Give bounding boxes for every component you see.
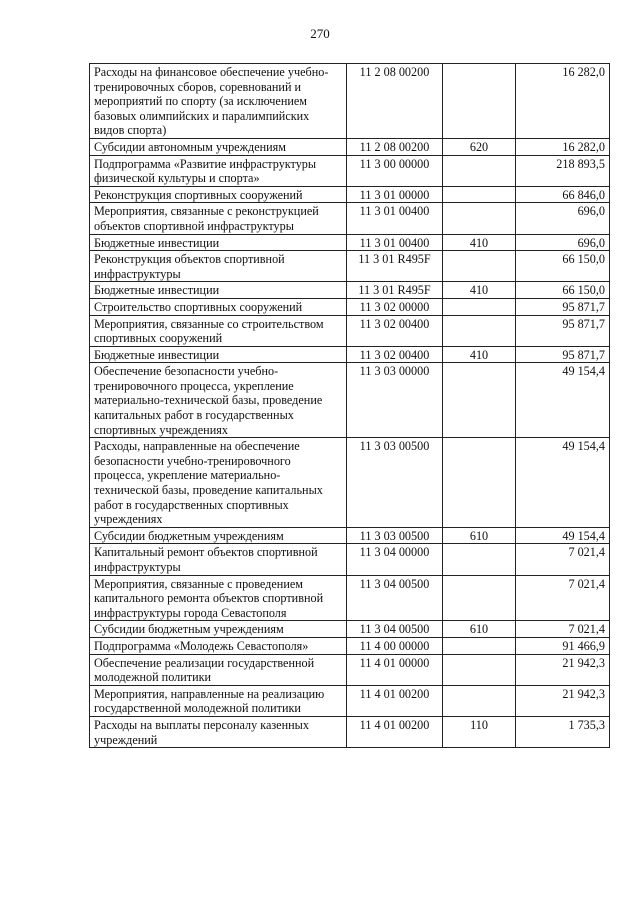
row-name-cell: Подпрограмма «Молодежь Севастополя» [90,637,347,654]
row-sum-cell: 696,0 [516,203,610,234]
row-code-cell: 11 3 04 00500 [347,621,443,638]
page-number: 270 [310,26,330,41]
row-type-cell: 610 [443,621,516,638]
row-name-cell: Субсидии бюджетным учреждениям [90,621,347,638]
row-type-cell [443,298,516,315]
row-code-cell: 11 3 03 00500 [347,527,443,544]
row-name-cell: Бюджетные инвестиции [90,234,347,251]
row-code-cell: 11 3 00 00000 [347,155,443,186]
row-sum-cell: 16 282,0 [516,64,610,139]
row-type-cell [443,685,516,716]
row-sum-cell: 49 154,4 [516,527,610,544]
row-type-cell [443,654,516,685]
row-name-cell: Обеспечение безопасности учебно-тренировочного процесса, укрепление материально-технической базы, проведение капитальных работ в государственных спортивных учреждениях [90,363,347,438]
row-type-cell [443,575,516,621]
row-code-cell: 11 2 08 00200 [347,64,443,139]
row-name-cell: Мероприятия, связанные с проведением капитального ремонта объектов спортивной инфраструктуры города Севастополя [90,575,347,621]
row-sum-cell: 21 942,3 [516,654,610,685]
table-row [90,654,610,685]
row-type-cell [443,438,516,528]
row-sum-cell: 91 466,9 [516,637,610,654]
table-row [90,438,610,528]
row-sum-cell: 1 735,3 [516,716,610,747]
row-code-cell: 11 3 01 00400 [347,203,443,234]
row-sum-cell: 66 150,0 [516,251,610,282]
row-type-cell: 410 [443,346,516,363]
row-sum-cell: 95 871,7 [516,298,610,315]
table-row [90,203,610,234]
table-row [90,346,610,363]
row-sum-cell: 66 150,0 [516,282,610,299]
row-name-cell: Реконструкция объектов спортивной инфраструктуры [90,251,347,282]
table-row [90,637,610,654]
row-type-cell [443,64,516,139]
row-name-cell: Бюджетные инвестиции [90,282,347,299]
table-row [90,251,610,282]
row-code-cell: 11 3 02 00400 [347,315,443,346]
row-sum-cell: 21 942,3 [516,685,610,716]
row-name-cell: Расходы на финансовое обеспечение учебно-тренировочных сборов, соревнований и мероприятий по спорту (за исключением базовых олимпийских и паралимпийских видов спорта) [90,64,347,139]
table-row [90,138,610,155]
row-sum-cell: 66 846,0 [516,186,610,203]
row-sum-cell: 95 871,7 [516,346,610,363]
table-row [90,363,610,438]
row-type-cell [443,155,516,186]
row-name-cell: Расходы на выплаты персоналу казенных учреждений [90,716,347,747]
table-row [90,544,610,575]
budget-table [89,63,610,748]
table-row [90,575,610,621]
row-type-cell [443,637,516,654]
row-name-cell: Расходы, направленные на обеспечение безопасности учебно-тренировочного процесса, укрепление материально-технической базы, проведение капитальных работ в государственных спортивных учреждениях [90,438,347,528]
row-type-cell [443,544,516,575]
row-code-cell: 11 3 04 00000 [347,544,443,575]
row-type-cell [443,363,516,438]
row-code-cell: 11 3 04 00500 [347,575,443,621]
row-name-cell: Мероприятия, связанные со строительством спортивных сооружений [90,315,347,346]
row-type-cell: 410 [443,282,516,299]
table-row [90,155,610,186]
row-sum-cell: 218 893,5 [516,155,610,186]
row-code-cell: 11 3 02 00400 [347,346,443,363]
row-code-cell: 11 4 01 00200 [347,685,443,716]
table-row [90,315,610,346]
table-row [90,621,610,638]
row-name-cell: Подпрограмма «Развитие инфраструктуры физической культуры и спорта» [90,155,347,186]
row-code-cell: 11 4 00 00000 [347,637,443,654]
row-type-cell [443,251,516,282]
row-code-cell: 11 3 01 R495F [347,282,443,299]
row-name-cell: Реконструкция спортивных сооружений [90,186,347,203]
row-code-cell: 11 3 01 R495F [347,251,443,282]
row-name-cell: Субсидии бюджетным учреждениям [90,527,347,544]
row-code-cell: 11 3 01 00400 [347,234,443,251]
row-sum-cell: 7 021,4 [516,544,610,575]
row-code-cell: 11 3 03 00500 [347,438,443,528]
row-type-cell: 620 [443,138,516,155]
table-row [90,298,610,315]
row-code-cell: 11 3 02 00000 [347,298,443,315]
table-row [90,234,610,251]
table-row [90,64,610,139]
table-row [90,527,610,544]
row-name-cell: Обеспечение реализации государственной молодежной политики [90,654,347,685]
row-name-cell: Бюджетные инвестиции [90,346,347,363]
row-type-cell: 410 [443,234,516,251]
table-row [90,716,610,747]
row-sum-cell: 696,0 [516,234,610,251]
row-code-cell: 11 3 01 00000 [347,186,443,203]
row-sum-cell: 16 282,0 [516,138,610,155]
row-code-cell: 11 3 03 00000 [347,363,443,438]
row-sum-cell: 7 021,4 [516,621,610,638]
row-name-cell: Мероприятия, направленные на реализацию государственной молодежной политики [90,685,347,716]
row-type-cell [443,315,516,346]
table-row [90,186,610,203]
row-type-cell [443,186,516,203]
table-row [90,685,610,716]
row-sum-cell: 7 021,4 [516,575,610,621]
table-row [90,282,610,299]
row-name-cell: Строительство спортивных сооружений [90,298,347,315]
row-sum-cell: 49 154,4 [516,363,610,438]
row-type-cell: 110 [443,716,516,747]
row-code-cell: 11 4 01 00000 [347,654,443,685]
budget-table-body [90,64,610,748]
row-name-cell: Капитальный ремонт объектов спортивной инфраструктуры [90,544,347,575]
row-sum-cell: 49 154,4 [516,438,610,528]
row-name-cell: Субсидии автономным учреждениям [90,138,347,155]
row-type-cell: 610 [443,527,516,544]
row-code-cell: 11 4 01 00200 [347,716,443,747]
row-type-cell [443,203,516,234]
row-sum-cell: 95 871,7 [516,315,610,346]
row-name-cell: Мероприятия, связанные с реконструкцией объектов спортивной инфраструктуры [90,203,347,234]
row-code-cell: 11 2 08 00200 [347,138,443,155]
